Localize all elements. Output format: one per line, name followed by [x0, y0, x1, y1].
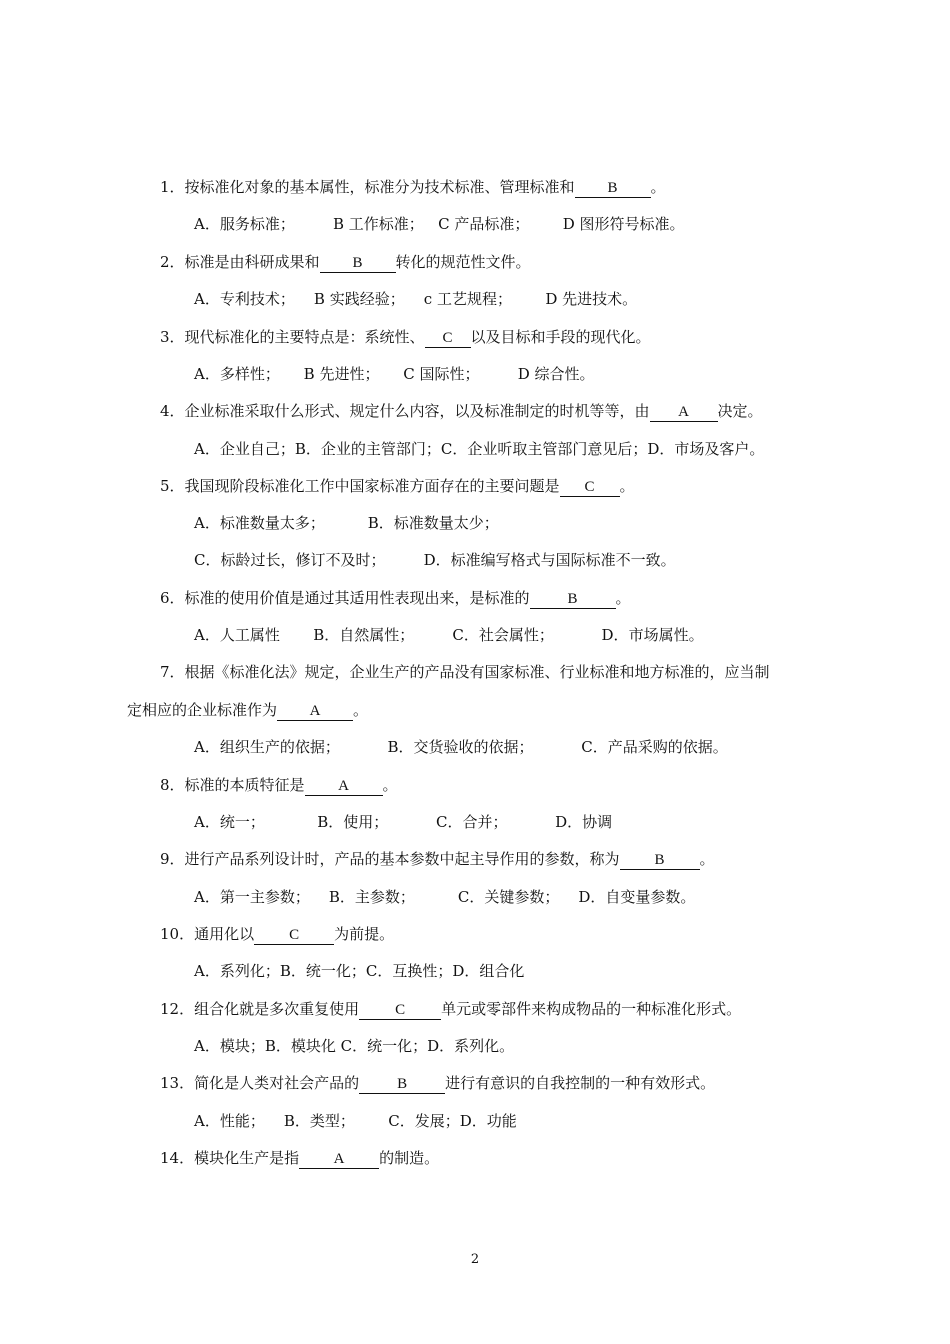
question-text: 9．进行产品系列设计时，产品的基本参数中起主导作用的参数，称为 [160, 850, 620, 868]
question-text: 10．通用化以 [160, 925, 255, 943]
question-12 [160, 999, 741, 1020]
question-3 [160, 327, 651, 348]
options-q1: A．服务标准； B 工作标准； C 产品标准； D 图形符号标准。 [194, 215, 685, 233]
options-q5-row1: A．标准数量太多； B．标准数量太少； [194, 514, 499, 532]
answer-blank: A [650, 404, 718, 422]
question-6 [160, 588, 631, 609]
question-8 [160, 775, 398, 796]
options-q6: A．人工属性 B．自然属性； C．社会属性； D．市场属性。 [194, 626, 704, 644]
options-q7: A．组织生产的依据； B．交货验收的依据； C．产品采购的依据。 [194, 738, 728, 756]
question-7-continued [127, 700, 368, 721]
question-7: 7．根据《标准化法》规定，企业生产的产品没有国家标准、行业标准和地方标准的，应当制 [160, 663, 770, 681]
question-14 [160, 1148, 439, 1169]
question-text: 13．简化是人类对社会产品的 [160, 1074, 360, 1092]
options-q9: A．第一主参数； B．主参数； C．关键参数； D．自变量参数。 [194, 888, 696, 906]
question-text: 2．标准是由科研成果和 [160, 253, 320, 271]
answer-blank: C [560, 479, 620, 497]
answer-blank: C [254, 927, 334, 945]
question-text: 3．现代标准化的主要特点是：系统性、 [160, 328, 425, 346]
options-q10: A．系列化；B．统一化；C．互换性；D．组合化 [194, 962, 525, 980]
answer-blank: C [359, 1002, 441, 1020]
question-13 [160, 1073, 715, 1094]
answer-blank: B [320, 255, 396, 273]
page-number: 2 [470, 1252, 480, 1267]
question-tail: 。 [615, 589, 631, 607]
question-text: 12．组合化就是多次重复使用 [160, 1000, 360, 1018]
question-5 [160, 476, 635, 497]
options-q12: A．模块；B．模块化 C．统一化；D．系列化。 [194, 1037, 515, 1055]
answer-blank: A [277, 703, 353, 721]
question-tail: 。 [650, 178, 666, 196]
question-tail: 。 [699, 850, 715, 868]
answer-blank: B [620, 852, 700, 870]
options-q5-row2: C．标龄过长，修订不及时； D．标准编写格式与国际标准不一致。 [194, 551, 676, 569]
answer-blank: A [305, 778, 383, 796]
question-tail: 。 [353, 701, 369, 719]
options-q8: A．统一； B．使用； C．合并； D．协调 [194, 813, 613, 831]
question-tail: 。 [382, 776, 398, 794]
question-tail: 为前提。 [334, 925, 395, 943]
question-text: 14．模块化生产是指 [160, 1149, 300, 1167]
question-tail: 决定。 [717, 402, 763, 420]
answer-blank: B [359, 1076, 445, 1094]
question-tail: 。 [619, 477, 635, 495]
answer-blank: B [575, 180, 651, 198]
question-text: 5．我国现阶段标准化工作中国家标准方面存在的主要问题是 [160, 477, 560, 495]
answer-blank: C [425, 330, 471, 348]
question-2 [160, 252, 531, 273]
answer-blank: B [530, 591, 616, 609]
options-q13: A．性能； B．类型； C．发展；D．功能 [194, 1112, 517, 1130]
question-1 [160, 177, 666, 198]
question-4 [160, 401, 763, 422]
question-text: 定相应的企业标准作为 [127, 701, 278, 719]
answer-blank: A [299, 1151, 379, 1169]
question-tail: 转化的规范性文件。 [395, 253, 531, 271]
question-tail: 进行有意识的自我控制的一种有效形式。 [445, 1074, 716, 1092]
options-q3: A．多样性； B 先进性； C 国际性； D 综合性。 [194, 365, 595, 383]
options-q2: A．专利技术； B 实践经验； c 工艺规程； D 先进技术。 [194, 290, 638, 308]
question-text: 8．标准的本质特征是 [160, 776, 305, 794]
question-text: 1．按标准化对象的基本属性，标准分为技术标准、管理标准和 [160, 178, 575, 196]
options-q4: A．企业自己；B．企业的主管部门；C．企业听取主管部门意见后；D．市场及客户。 [194, 440, 765, 458]
question-tail: 单元或零部件来构成物品的一种标准化形式。 [441, 1000, 742, 1018]
question-9 [160, 849, 715, 870]
question-tail: 的制造。 [379, 1149, 440, 1167]
question-text: 6．标准的使用价值是通过其适用性表现出来，是标准的 [160, 589, 530, 607]
question-10 [160, 924, 394, 945]
question-text: 4．企业标准采取什么形式、规定什么内容，以及标准制定的时机等等，由 [160, 402, 650, 420]
question-tail: 以及目标和手段的现代化。 [470, 328, 651, 346]
